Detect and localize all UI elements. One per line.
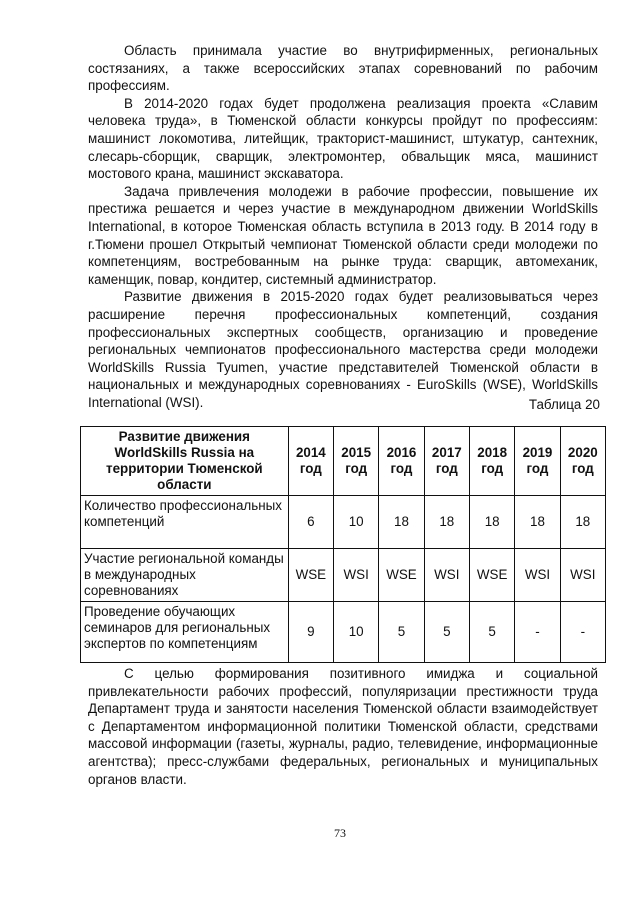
header-year-cell: 2015 год bbox=[334, 427, 379, 496]
paragraph: Область принимала участие во внутрифирменных, региональных состязаниях, а также всероссийских этапах соревнований по рабочим профессиям. bbox=[88, 43, 598, 94]
body-text-top bbox=[88, 42, 598, 411]
table-cell: 5 bbox=[424, 602, 469, 663]
table-cell: 6 bbox=[288, 496, 333, 549]
table-caption: Таблица 20 bbox=[528, 397, 600, 412]
table-cell: 18 bbox=[469, 496, 514, 549]
table-row bbox=[81, 549, 606, 602]
paragraph: Развитие движения в 2015-2020 годах будет реализовываться через расширение перечня профессиональных компетенций, создания профессиональных экспертных сообществ, организацию и проведение региональных чемпионатов профессионального мастерства среди молодежи WorldSkills Russia Tyumen, участие представителей Тюменской области в национальных и международных соревнованиях - EuroSkills (WSE), WorldSkills International (WSI). bbox=[88, 289, 598, 410]
table-cell: WSI bbox=[560, 549, 605, 602]
table-cell: WSE bbox=[469, 549, 514, 602]
worldskills-table bbox=[80, 426, 606, 663]
header-year-cell: 2016 год bbox=[379, 427, 424, 496]
table-cell: 5 bbox=[379, 602, 424, 663]
row-label-cell: Проведение обучающих семинаров для региональных экспертов по компетенциям bbox=[81, 602, 289, 663]
table-cell: WSE bbox=[288, 549, 333, 602]
paragraph: С целью формирования позитивного имиджа и социальной привлекательности рабочих профессий, популяризации престижности труда Департамент труда и занятости населения Тюменской области взаимодействует с Департаментом информационной политики Тюменской области, средствами массовой информации (газеты, журналы, радио, телевидение, информационные агентства); пресс-службами федеральных, региональных и муниципальных органов власти. bbox=[88, 666, 598, 787]
table-cell: WSI bbox=[424, 549, 469, 602]
table-cell: 9 bbox=[288, 602, 333, 663]
body-text-bottom bbox=[88, 665, 598, 788]
row-label-cell: Количество профессиональных компетенций bbox=[81, 496, 289, 549]
table-row bbox=[81, 496, 606, 549]
page-number: 73 bbox=[334, 826, 346, 840]
table-cell: 18 bbox=[515, 496, 560, 549]
table-header-row bbox=[81, 427, 606, 496]
table-cell: 5 bbox=[469, 602, 514, 663]
header-year-cell: 2014 год bbox=[288, 427, 333, 496]
table-cell: 18 bbox=[560, 496, 605, 549]
table-cell: - bbox=[515, 602, 560, 663]
table-cell: 10 bbox=[334, 602, 379, 663]
header-label-cell: Развитие движения WorldSkills Russia на территории Тюменской области bbox=[81, 427, 289, 496]
row-label-cell: Участие региональной команды в международных соревнованиях bbox=[81, 549, 289, 602]
paragraph: Задача привлечения молодежи в рабочие профессии, повышение их престижа решается и через участие в международном движении WorldSkills International, в которое Тюменская область вступила в 2013 году. В 2014 году в г.Тюмени прошел Открытый чемпионат Тюменской области среди молодежи по компетенциям, востребованным на рынке труда: сварщик, автомеханик, каменщик, повар, кондитер, системный администратор. bbox=[88, 183, 598, 287]
header-year-cell: 2020 год bbox=[560, 427, 605, 496]
table-cell: - bbox=[560, 602, 605, 663]
table-cell: 18 bbox=[379, 496, 424, 549]
table-cell: 18 bbox=[424, 496, 469, 549]
table-cell: 10 bbox=[334, 496, 379, 549]
header-year-cell: 2018 год bbox=[469, 427, 514, 496]
table-cell: WSI bbox=[515, 549, 560, 602]
paragraph: В 2014-2020 годах будет продолжена реализация проекта «Славим человека труда», в Тюменской области конкурсы пройдут по профессиям: машинист локомотива, литейщик, тракторист-машинист, штукатур, сантехник, слесарь-сборщик, сварщик, электромонтер, обвальщик мяса, машинист мостового крана, машинист экскаватора. bbox=[88, 95, 598, 182]
table-cell: WSI bbox=[334, 549, 379, 602]
header-year-cell: 2017 год bbox=[424, 427, 469, 496]
header-year-cell: 2019 год bbox=[515, 427, 560, 496]
table-cell: WSE bbox=[379, 549, 424, 602]
table-row bbox=[81, 602, 606, 663]
